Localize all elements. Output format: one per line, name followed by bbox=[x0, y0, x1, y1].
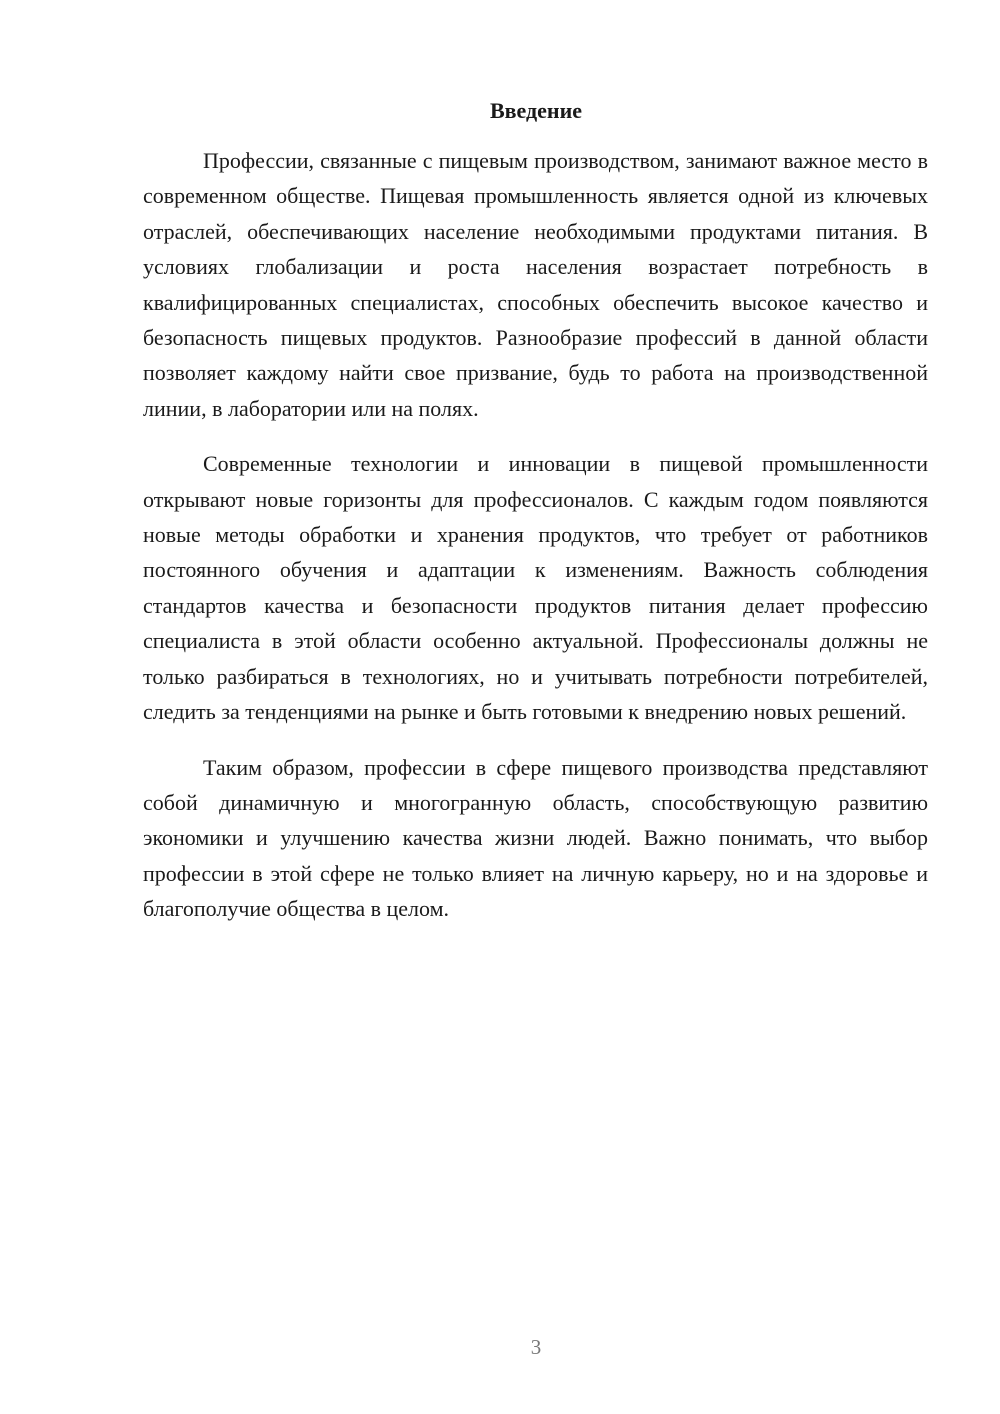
paragraph-2: Современные технологии и инновации в пищевой промышленности открывают новые горизонты для профессионалов. С каждым годом появляются новые методы обработки и хранения продуктов, что требует от работников постоянного обучения и адаптации к изменениям. Важность соблюдения стандартов качества и безопасности продуктов питания делает профессию специалиста в этой области особенно актуальной. Профессионалы должны не только разбираться в технологиях, но и учитывать потребности потребителей, следить за тенденциями на рынке и быть готовыми к внедрению новых решений. bbox=[143, 451, 928, 725]
page-number: 3 bbox=[530, 1335, 542, 1359]
paragraph-1: Профессии, связанные с пищевым производством, занимают важное место в современном обществе. Пищевая промышленность является одной из ключевых отраслей, обеспечивающих население необходимыми продуктами питания. В условиях глобализации и роста населения возрастает потребность в квалифицированных специалистах, способных обеспечить высокое качество и безопасность пищевых продуктов. Разнообразие профессий в данной области позволяет каждому найти свое призвание, будь то работа на производственной линии, в лаборатории или на полях. bbox=[143, 148, 928, 421]
paragraph-3: Таким образом, профессии в сфере пищевого производства представляют собой динамичную и многогранную область, способствующую развитию экономики и улучшению качества жизни людей. Важно понимать, что выбор профессии в этой сфере не только влияет на личную карьеру, но и на здоровье и благополучие общества в целом. bbox=[143, 754, 928, 922]
page-title: Введение bbox=[489, 98, 583, 123]
body-text bbox=[143, 143, 928, 947]
